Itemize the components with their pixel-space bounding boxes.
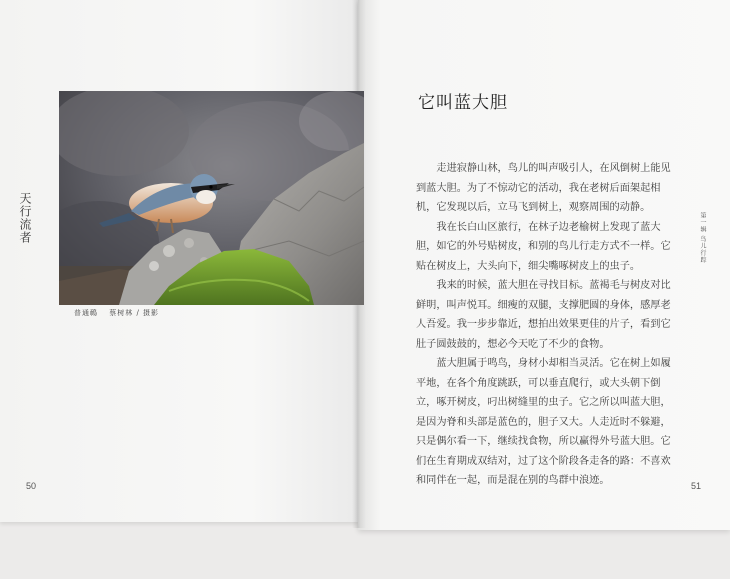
caption-title: 普通鳾: [74, 309, 98, 317]
paragraph: 我来的时候，蓝大胆在寻找目标。蓝褐毛与树皮对比鲜明，叫声悦耳。细瘦的双腿，支撑肥圆的身体，感厚老人吾爱。我一步步靠近，想拍出效果更佳的片子，看到它肚子圆鼓鼓的，想必今天吃了不少的食物。: [416, 280, 671, 350]
paragraph: 走进寂静山林，鸟儿的叫声吸引人，在风倒树上能见到蓝大胆。为了不惊动它的活动，我在老树后面架起相机，它发现以后，立马飞到树上，观察周围的动静。: [416, 163, 671, 213]
page-number-right: 51: [691, 481, 702, 491]
right-running-header: 第一辑 鸟儿行踪: [699, 212, 706, 264]
page-number-left: 50: [26, 481, 37, 491]
paragraph: 我在长白山区旅行，在林子边老榆树上发现了蓝大胆，如它的外号贴树皮，和别的鸟儿行走方式不一样。它贴在树皮上，大头向下，细尖嘴啄树皮上的虫子。: [416, 221, 671, 272]
bird-photo: [59, 91, 364, 305]
paragraph: 蓝大胆属于鸣鸟，身材小却相当灵活。它在树上如履平地，在各个角度跳跃，可以垂直爬行，或大头朝下倒立，啄开树皮，叼出树缝里的虫子。它之所以叫蓝大胆，是因为脊和头部是蓝色的，胆子又大。人走近时不躲避，只是偶尔看一下，继续找食物，所以赢得外号蓝大胆。它们在生育期成双结对，过了这个阶段各走各的路：不喜欢和同伴在一起，而是混在别的鸟群中浪迹。: [416, 358, 671, 486]
chapter-title: 它叫蓝大胆: [418, 93, 508, 113]
photo-caption: [74, 308, 167, 318]
left-running-header: 天行流者: [18, 192, 32, 244]
caption-photographer: 蔡树林 / 摄影: [109, 309, 160, 317]
body-text: [416, 159, 672, 491]
